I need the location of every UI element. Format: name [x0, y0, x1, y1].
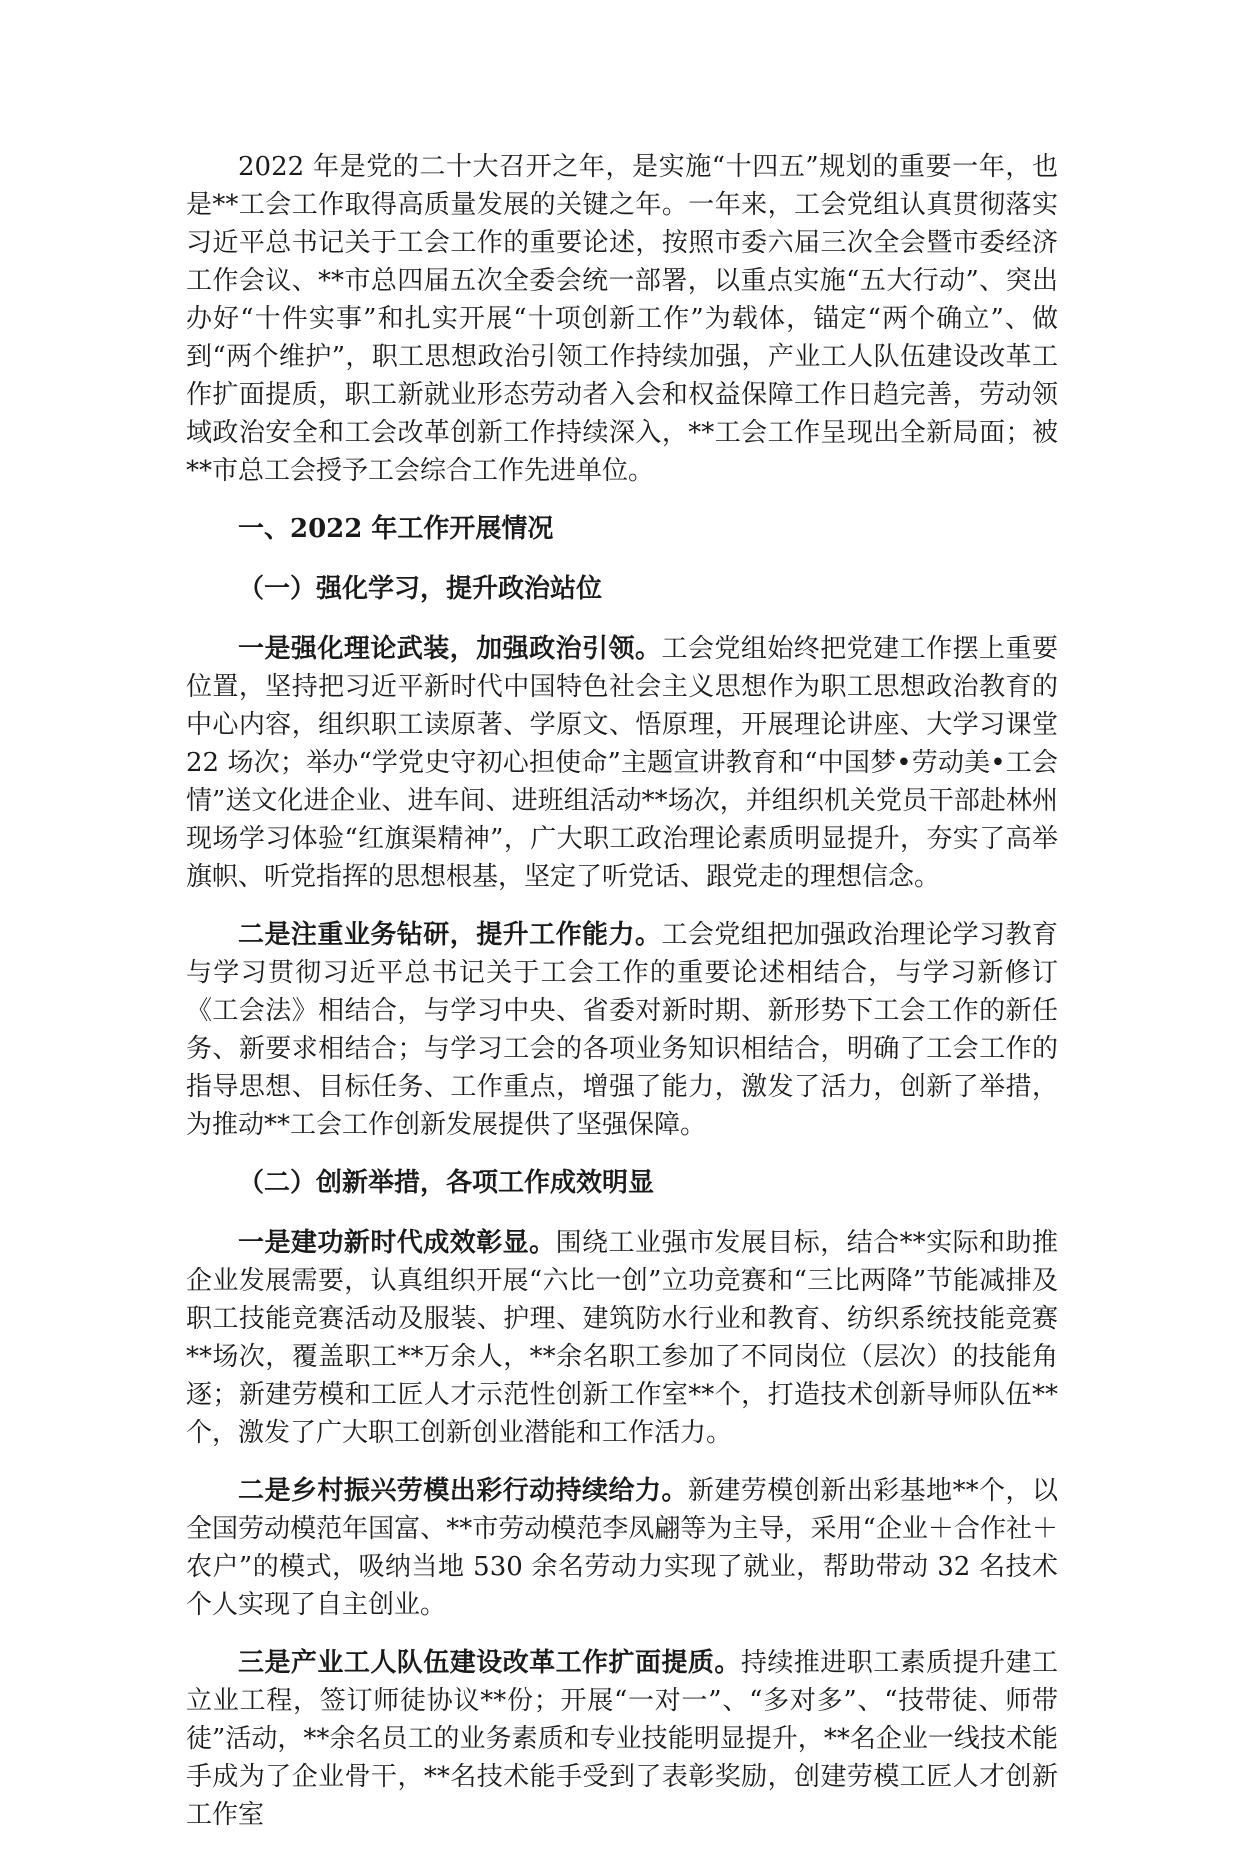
section-heading-1: 一、2022 年工作开展情况 [238, 514, 554, 544]
paragraph-body: 工会党组把加强政治理论学习教育与学习贯彻习近平总书记关于工会工作的重要论述相结合，与学习新修订《工会法》相结合，与学习中央、省委对新时期、新形势下工会工作的新任务、新要求相结合；与学习工会的各项业务知识相结合，明确了工会工作的指导思想、目标任务、工作重点，增强了能力，激发了活力，创新了举措，为推动**工会工作创新发展提供了坚强保障。 [186, 920, 1058, 1140]
paragraph-new-era [186, 1224, 1058, 1452]
subsection-heading-1: （一）强化学习，提升政治站位 [238, 574, 603, 604]
intro-paragraph: 2022 年是党的二十大召开之年，是实施“十四五”规划的重要一年，也是**工会工作取得高质量发展的关键之年。一年来，工会党组认真贯彻落实习近平总书记关于工会工作的重要论述，按照市委六届三次全会暨市委经济工作会议、**市总四届五次全委会统一部署，以重点实施“五大行动”、突出办好“十件实事”和扎实开展“十项创新工作”为载体，锚定“两个确立”、做到“两个维护”，职工思想政治引领工作持续加强，产业工人队伍建设改革工作扩面提质，职工新就业形态劳动者入会和权益保障工作日趋完善，劳动领域政治安全和工会改革创新工作持续深入，**工会工作呈现出全新局面；被**市总工会授予工会综合工作先进单位。 [186, 152, 1058, 486]
paragraph-lead: 三是产业工人队伍建设改革工作扩面提质。 [238, 1648, 741, 1678]
paragraph-body: 围绕工业强市发展目标，结合**实际和助推企业发展需要，认真组织开展“六比一创”立功竞赛和“三比两降”节能减排及职工技能竞赛活动及服装、护理、建筑防水行业和教育、纺织系统技能竞赛**场次，覆盖职工**万余人，**余名职工参加了不同岗位（层次）的技能角逐；新建劳模和工匠人才示范性创新工作室**个，打造技术创新导师队伍**个，激发了广大职工创新创业潜能和工作活力。 [186, 1228, 1058, 1448]
paragraph-lead: 一是建功新时代成效彰显。 [238, 1228, 556, 1258]
paragraph-workforce-reform [186, 1644, 1058, 1834]
paragraph-lead: 二是乡村振兴劳模出彩行动持续给力。 [238, 1476, 688, 1506]
paragraph-lead: 二是注重业务钻研，提升工作能力。 [238, 920, 662, 950]
paragraph-body: 新建劳模创新出彩基地**个，以全国劳动模范年国富、**市劳动模范李凤翩等为主导，采用“企业＋合作社＋农户”的模式，吸纳当地 530 余名劳动力实现了就业，帮助带动 32 名技术个人实现了自主创业。 [186, 1476, 1058, 1620]
paragraph-body: 工会党组始终把党建工作摆上重要位置，坚持把习近平新时代中国特色社会主义思想作为职工思想政治教育的中心内容，组织职工读原著、学原文、悟原理，开展理论讲座、大学习课堂 22 场次；举办“学党史守初心担使命”主题宣讲教育和“中国梦•劳动美•工会情”送文化进企业、进车间、进班组活动**场次，并组织机关党员干部赴林州现场学习体验“红旗渠精神”，广大职工政治理论素质明显提升，夯实了高举旗帜、听党指挥的思想根基，坚定了听党话、跟党走的理想信念。 [186, 634, 1058, 892]
paragraph-body: 持续推进职工素质提升建工立业工程，签订师徒协议**份；开展“一对一”、“多对多”、“技带徒、师带徒”活动，**余名员工的业务素质和专业技能明显提升，**名企业一线技术能手成为了企业骨干，**名技术能手受到了表彰奖励，创建劳模工匠人才创新工作室 [186, 1648, 1058, 1830]
paragraph-theory-study [186, 630, 1058, 896]
paragraph-lead: 一是强化理论武装，加强政治引领。 [238, 634, 662, 664]
document-page [186, 148, 1058, 1854]
subsection-heading-2: （二）创新举措，各项工作成效明显 [238, 1168, 655, 1198]
paragraph-business-study [186, 916, 1058, 1144]
paragraph-rural-revitalization [186, 1472, 1058, 1624]
